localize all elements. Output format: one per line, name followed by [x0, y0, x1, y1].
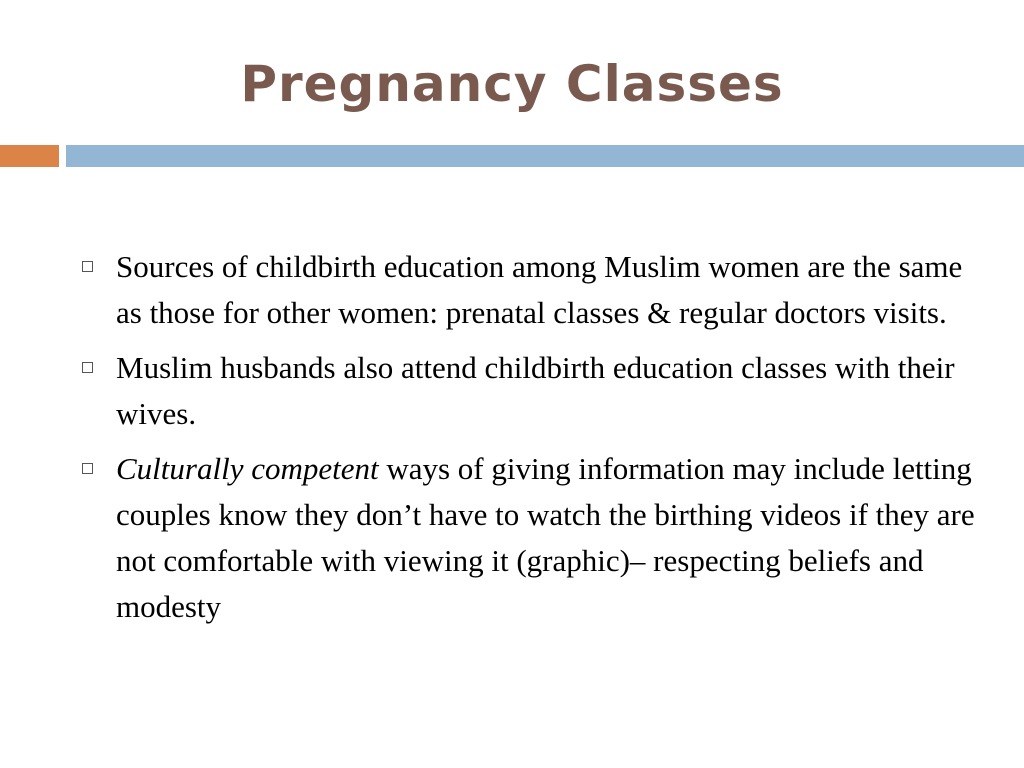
- bullet-item: [78, 446, 978, 630]
- hollow-square-icon: [82, 362, 93, 373]
- hollow-square-icon: [82, 463, 93, 474]
- slide-title: Pregnancy Classes: [240, 55, 784, 113]
- accent-bar-blue: [66, 145, 1024, 167]
- hollow-square-icon: [82, 261, 93, 272]
- bullet-list: [78, 244, 978, 639]
- bullet-text: ways of giving information may include letting couples know they don’t have to watch the birthing videos if they are not comfortable with viewing it (graphic)– respecting beliefs and modesty: [116, 451, 975, 624]
- bullet-text: Muslim husbands also attend childbirth education classes with their wives.: [116, 350, 955, 431]
- bullet-item: [78, 345, 978, 437]
- accent-bar-orange: [0, 145, 59, 167]
- bullet-item: [78, 244, 978, 336]
- bullet-text: Sources of childbirth education among Muslim women are the same as those for other women: prenatal classes & regular doctors visits.: [116, 249, 963, 330]
- bullet-emphasis: Culturally competent: [116, 451, 379, 486]
